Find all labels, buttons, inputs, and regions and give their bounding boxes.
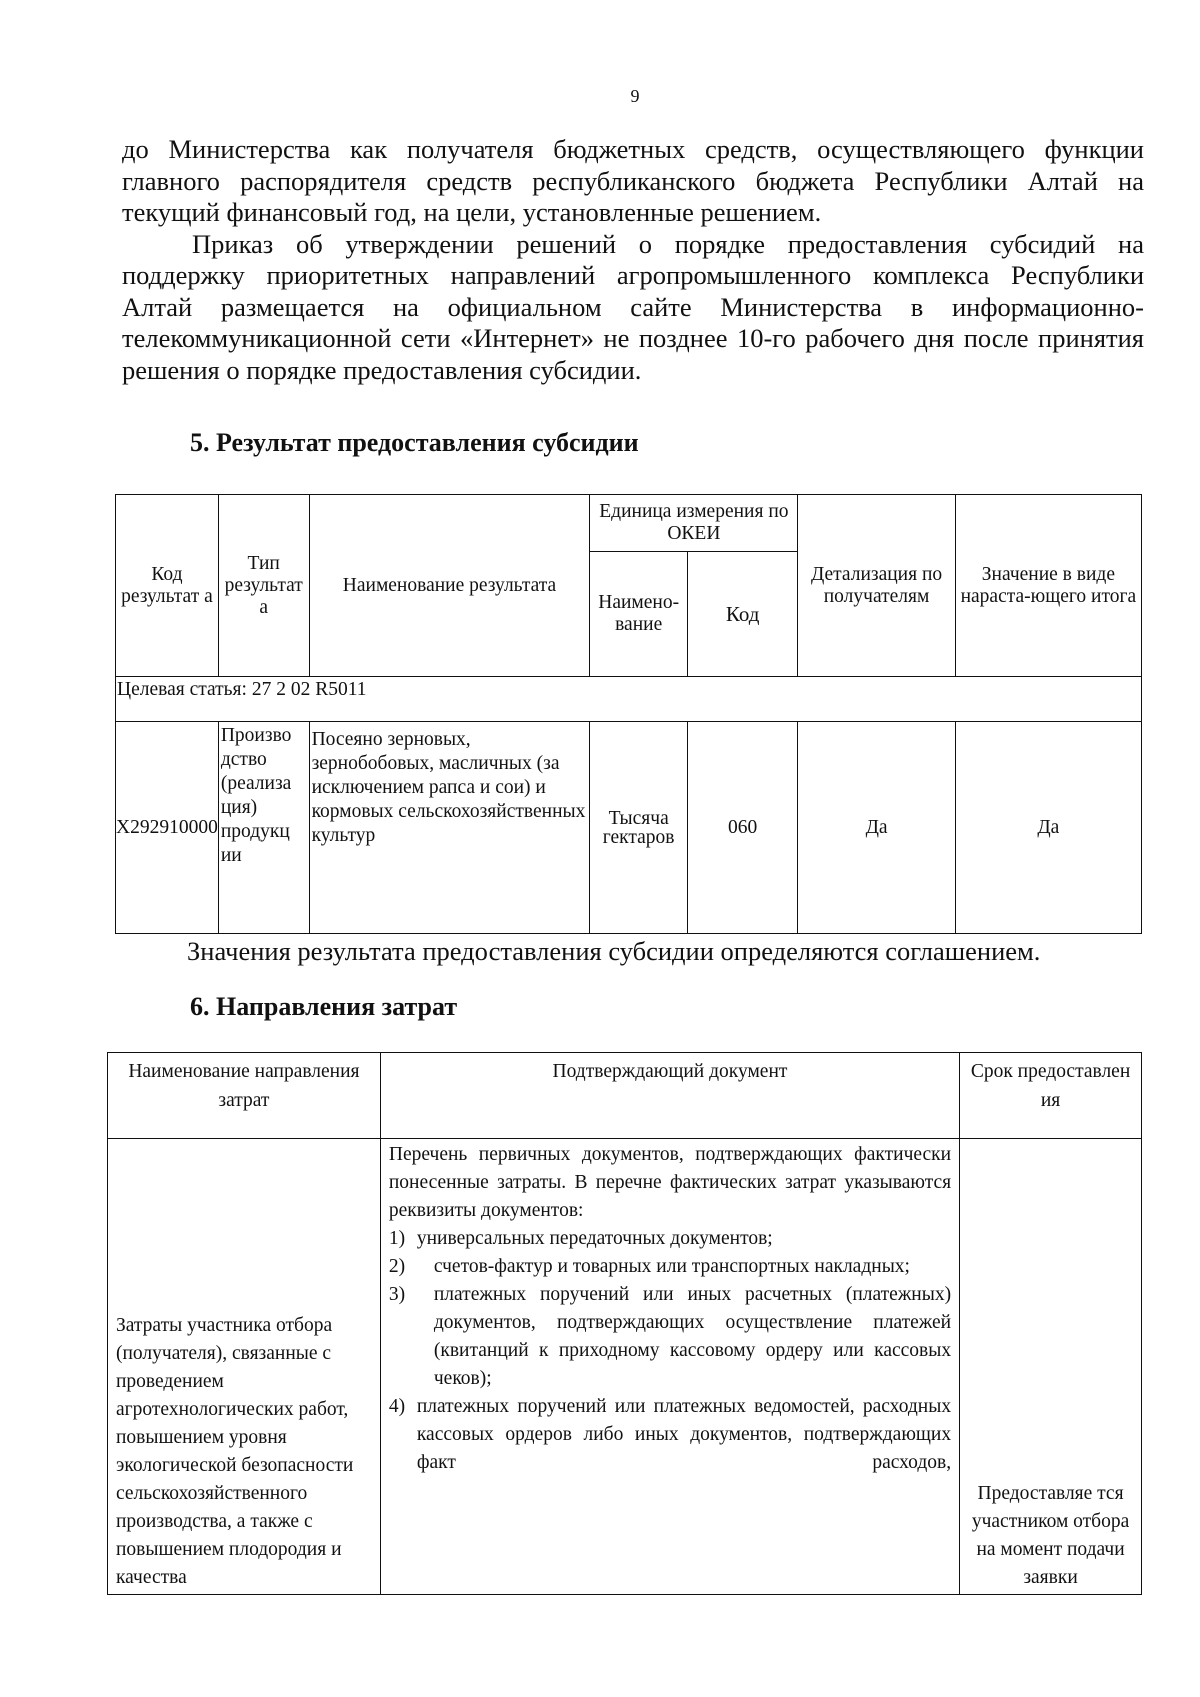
result-name: Посеяно зерновых, зернобобовых, масличных (за исключением рапса и сои) и кормовых сельскохозяйственных культур xyxy=(309,722,590,934)
cost-document xyxy=(380,1139,959,1595)
header-okei: Единица измерения по ОКЕИ xyxy=(590,495,798,552)
cost-table xyxy=(107,1052,1142,1595)
intro-text xyxy=(122,134,1144,386)
header-type: Тип результат а xyxy=(218,495,309,677)
cost-term: Предоставляе тся участником отбора на момент подачи заявки xyxy=(960,1139,1142,1595)
document-item-number: 4) xyxy=(388,1396,406,1417)
header-term: Срок предоставлен ия xyxy=(960,1053,1142,1139)
document-item-number: 1) xyxy=(388,1228,406,1249)
document-item xyxy=(389,1225,951,1253)
section-6-heading: 6. Направления затрат xyxy=(190,992,458,1021)
document-list xyxy=(389,1225,951,1477)
page-number: 9 xyxy=(630,86,640,106)
result-unit-name: Тысяча гектаров xyxy=(590,722,688,934)
header-document: Подтверждающий документ xyxy=(380,1053,959,1139)
header-okei-name: Наимено-вание xyxy=(590,552,688,677)
section-5-heading: 5. Результат предоставления субсидии xyxy=(190,428,639,457)
document-intro: Перечень первичных документов, подтверждающих фактически понесенные затраты. В перечне фактических затрат указываются реквизиты документов: xyxy=(388,1144,952,1221)
result-detail: Да xyxy=(798,722,955,934)
header-okei-code: Код xyxy=(687,552,797,677)
document-item-text: счетов-фактур и товарных или транспортных накладных; xyxy=(433,1256,910,1277)
document-item-text: платежных поручений или платежных ведомостей, расходных кассовых ордеров либо иных документов, подтверждающих факт расходов, xyxy=(416,1396,952,1473)
document-item xyxy=(389,1253,951,1281)
result-unit-code: 060 xyxy=(687,722,797,934)
document-item-number: 2) xyxy=(388,1256,406,1277)
result-table xyxy=(115,494,1142,934)
document-item xyxy=(389,1393,951,1477)
header-code: Код результат а xyxy=(116,495,219,677)
cost-direction-text: Затраты участника отбора (получателя), связанные с проведением агротехнологических работ, повышением уровня экологической безопасности сельскохозяйственного производства, а также с повышением плодородия и качества xyxy=(116,1315,354,1588)
document-item-number: 3) xyxy=(388,1284,406,1305)
target-article: Целевая статья: 27 2 02 R5011 xyxy=(116,677,1142,722)
result-type: Произво дство (реализа ция) продукц ии xyxy=(218,722,309,934)
header-direction: Наименование направления затрат xyxy=(108,1053,381,1139)
result-cumulative: Да xyxy=(955,722,1141,934)
header-cumulative: Значение в виде нараста-ющего итога xyxy=(955,495,1141,677)
intro-paragraph-1: до Министерства как получателя бюджетных средств, осуществляющего функции главного распорядителя средств республиканского бюджета Республики Алтай на текущий финансовый год, на цели, установленные решением. xyxy=(122,134,1144,227)
cost-direction xyxy=(108,1139,381,1595)
document-item-text: универсальных передаточных документов; xyxy=(416,1228,773,1249)
header-name: Наименование результата xyxy=(309,495,590,677)
document-item xyxy=(389,1281,951,1393)
result-code: X292910000 xyxy=(116,722,219,934)
header-detail: Детализация по получателям xyxy=(798,495,955,677)
result-note: Значения результата предоставления субсидии определяются соглашением. xyxy=(187,936,1041,966)
intro-paragraph-2: Приказ об утверждении решений о порядке предоставления субсидий на поддержку приоритетных направлений агропромышленного комплекса Республики Алтай размещается на официальном сайте Министерства в информационно-телекоммуникационной сети «Интернет» не позднее 10-го рабочего дня после принятия решения о порядке предоставления субсидии. xyxy=(122,228,1144,385)
document-item-text: платежных поручений или иных расчетных (платежных) документов, подтверждающих осуществление платежей (квитанций к приходному кассовому ордеру или кассовых чеков); xyxy=(433,1284,952,1389)
